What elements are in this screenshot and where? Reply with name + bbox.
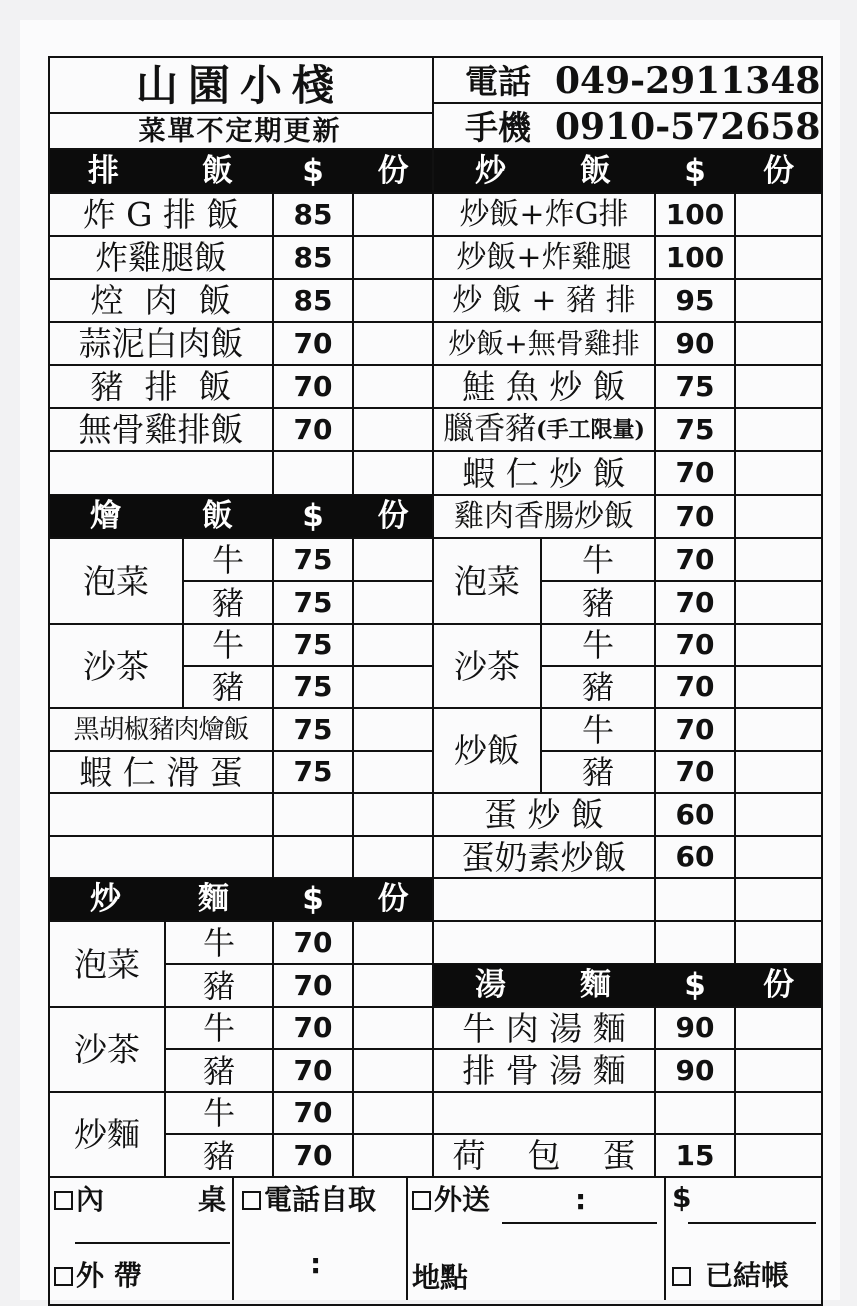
menu-item-name: 炒飯+無骨雞排 (448, 326, 640, 360)
menu-item-price: 70 (293, 1096, 333, 1129)
menu-item-name: 蒜泥白肉飯 (78, 324, 244, 363)
fried-noodles-price-header: $ (302, 880, 324, 917)
mobile-label: 手機 (465, 107, 531, 147)
group-meat: 豬 (211, 668, 244, 706)
group-meat: 牛 (202, 923, 235, 962)
menu-item-price: 100 (665, 240, 725, 274)
group-name: 沙茶 (74, 1030, 140, 1069)
menu-item-price: 85 (293, 197, 333, 231)
group-meat: 牛 (211, 540, 244, 579)
menu-item-price: 95 (675, 283, 715, 317)
delivery-checkbox[interactable] (412, 1191, 431, 1210)
paid-option[interactable] (672, 1256, 789, 1296)
paid-label: 已結帳 (705, 1259, 790, 1292)
braised-rice-qty-header: 份 (377, 497, 409, 534)
menu-item-price: 70 (675, 755, 715, 788)
delivery-label: 外送 (434, 1183, 491, 1216)
takeout-label: 外 帶 (76, 1259, 142, 1292)
menu-item-price: 75 (293, 755, 333, 788)
group-meat: 牛 (581, 540, 614, 579)
menu-item-price: 70 (293, 369, 333, 403)
limited-note: (手工限量) (536, 416, 645, 443)
dine-in-checkbox[interactable] (54, 1191, 73, 1210)
menu-notice: 菜單不定期更新 (138, 115, 342, 147)
menu-item-price: 70 (293, 1053, 333, 1087)
menu-item-name: 蝦 仁 炒 飯 (462, 453, 626, 493)
fried-noodles-title-a: 炒 (90, 880, 121, 917)
menu-item-name: 炒 飯 + 豬 排 (452, 282, 636, 318)
group-name: 炒麵 (74, 1115, 140, 1154)
menu-item-name: 雞肉香腸炒飯 (454, 498, 634, 534)
menu-item-price: 90 (675, 1011, 715, 1044)
mobile-number: 0910-572658 (555, 106, 821, 148)
soup-noodles-title-a: 湯 (475, 966, 506, 1003)
pork-rice-qty-header: 份 (377, 152, 409, 189)
menu-item-price: 75 (293, 542, 333, 576)
takeout-checkbox[interactable] (54, 1267, 73, 1286)
group-meat: 牛 (202, 1009, 235, 1047)
group-meat: 豬 (202, 966, 235, 1005)
menu-item-name (434, 409, 654, 450)
menu-item-name: 炸 G 排 飯 (82, 195, 240, 234)
fried-noodles-title-b: 麵 (198, 880, 229, 917)
menu-item-price: 70 (293, 412, 333, 446)
menu-item-price: 70 (293, 925, 333, 959)
order-sheet (20, 20, 840, 1300)
menu-item-price: 70 (675, 670, 715, 703)
total-label: $ (672, 1181, 692, 1214)
group-meat: 牛 (211, 626, 244, 664)
group-meat: 豬 (202, 1136, 235, 1175)
braised-rice-title-a: 燴 (90, 497, 121, 534)
menu-item-name: 排 骨 湯 麵 (462, 1051, 626, 1090)
pickup-label: 電話自取 (264, 1183, 377, 1216)
group-meat: 豬 (581, 668, 614, 706)
fried-rice-title-b: 飯 (580, 152, 611, 189)
menu-item-price: 90 (675, 326, 715, 360)
menu-item-price: 85 (293, 283, 333, 317)
menu-item-price: 75 (293, 585, 333, 619)
group-meat: 豬 (211, 583, 244, 622)
menu-item-name: 豬 排 飯 (90, 367, 232, 406)
menu-item-price: 75 (293, 628, 333, 661)
pickup-option[interactable] (242, 1182, 376, 1218)
takeout-option[interactable] (54, 1256, 142, 1296)
group-name: 泡菜 (454, 561, 520, 601)
shop-name: 山園小棧 (135, 61, 344, 110)
group-name: 炒飯 (454, 731, 520, 770)
menu-item-name: 蛋 炒 飯 (484, 795, 604, 834)
menu-item-price: 70 (675, 542, 715, 576)
menu-item-price: 60 (675, 840, 715, 873)
group-name: 沙茶 (454, 646, 520, 686)
pork-rice-price-header: $ (302, 152, 324, 189)
soup-noodles-price-header: $ (684, 966, 706, 1003)
phone-number: 049-2911348 (555, 60, 821, 102)
menu-item-price: 70 (675, 499, 715, 533)
menu-item-price: 75 (675, 369, 715, 403)
menu-item-name: 蛋奶素炒飯 (461, 837, 627, 877)
menu-item-name: 炸雞腿飯 (95, 238, 227, 277)
menu-item-name: 焢 肉 飯 (90, 281, 232, 320)
menu-item-name: 黑胡椒豬肉燴飯 (73, 714, 249, 745)
menu-item-price: 75 (293, 712, 333, 746)
soup-noodles-title-b: 麵 (580, 966, 611, 1003)
fried-noodles-qty-header: 份 (377, 880, 409, 917)
menu-item-name: 蝦 仁 滑 蛋 (79, 752, 243, 792)
group-name: 泡菜 (74, 944, 140, 984)
menu-item-price: 60 (675, 797, 715, 831)
menu-item-name: 荷 包 蛋 (452, 1136, 636, 1175)
menu-item-price: 70 (675, 712, 715, 746)
location-label: 地點 (412, 1261, 469, 1294)
menu-item-price: 70 (293, 968, 333, 1002)
menu-item-price: 70 (675, 628, 715, 661)
menu-item-price: 70 (675, 585, 715, 619)
group-meat: 豬 (581, 753, 614, 791)
table-label: 桌 (198, 1183, 227, 1216)
menu-item-name: 牛 肉 湯 麵 (462, 1008, 626, 1048)
fried-rice-price-header: $ (684, 152, 706, 189)
menu-item-price: 15 (675, 1138, 715, 1172)
menu-item-name-text: 臘香豬 (443, 411, 537, 447)
braised-rice-price-header: $ (302, 497, 324, 534)
group-meat: 牛 (581, 626, 614, 664)
fried-rice-title-a: 炒 (475, 152, 506, 189)
delivery-option[interactable] (412, 1182, 490, 1218)
menu-item-name: 無骨雞排飯 (78, 410, 244, 449)
group-meat: 牛 (581, 710, 614, 749)
dine-in-label: 內 (76, 1183, 105, 1216)
group-name: 泡菜 (83, 561, 149, 601)
menu-item-price: 90 (675, 1053, 715, 1087)
paid-checkbox[interactable] (672, 1267, 691, 1286)
menu-item-price: 100 (665, 197, 725, 231)
phone-label: 電話 (465, 61, 531, 101)
group-meat: 豬 (202, 1051, 235, 1090)
braised-rice-title-b: 飯 (202, 497, 233, 534)
menu-item-price: 70 (675, 456, 715, 489)
menu-item-price: 70 (293, 1011, 333, 1044)
menu-item-name: 炒飯+炸雞腿 (456, 239, 632, 275)
group-name: 沙茶 (83, 646, 149, 686)
pickup-time-colon: : (310, 1247, 322, 1280)
fried-rice-qty-header: 份 (763, 152, 794, 189)
menu-item-price: 70 (293, 326, 333, 360)
soup-noodles-qty-header: 份 (763, 966, 794, 1003)
menu-item-price: 70 (293, 1138, 333, 1172)
menu-item-price: 75 (293, 670, 333, 703)
group-meat: 豬 (581, 583, 614, 622)
group-meat: 牛 (202, 1094, 235, 1132)
menu-item-name: 炒飯+炸G排 (459, 196, 629, 232)
pork-rice-title-b: 飯 (202, 152, 233, 189)
dine-in-option[interactable] (54, 1182, 104, 1218)
pork-rice-title-a: 排 (88, 152, 119, 189)
menu-item-price: 85 (293, 240, 333, 274)
menu-item-price: 75 (675, 412, 715, 446)
pickup-checkbox[interactable] (242, 1191, 261, 1210)
menu-item-name: 鮭 魚 炒 飯 (462, 367, 626, 406)
delivery-time-colon: : (575, 1183, 587, 1216)
